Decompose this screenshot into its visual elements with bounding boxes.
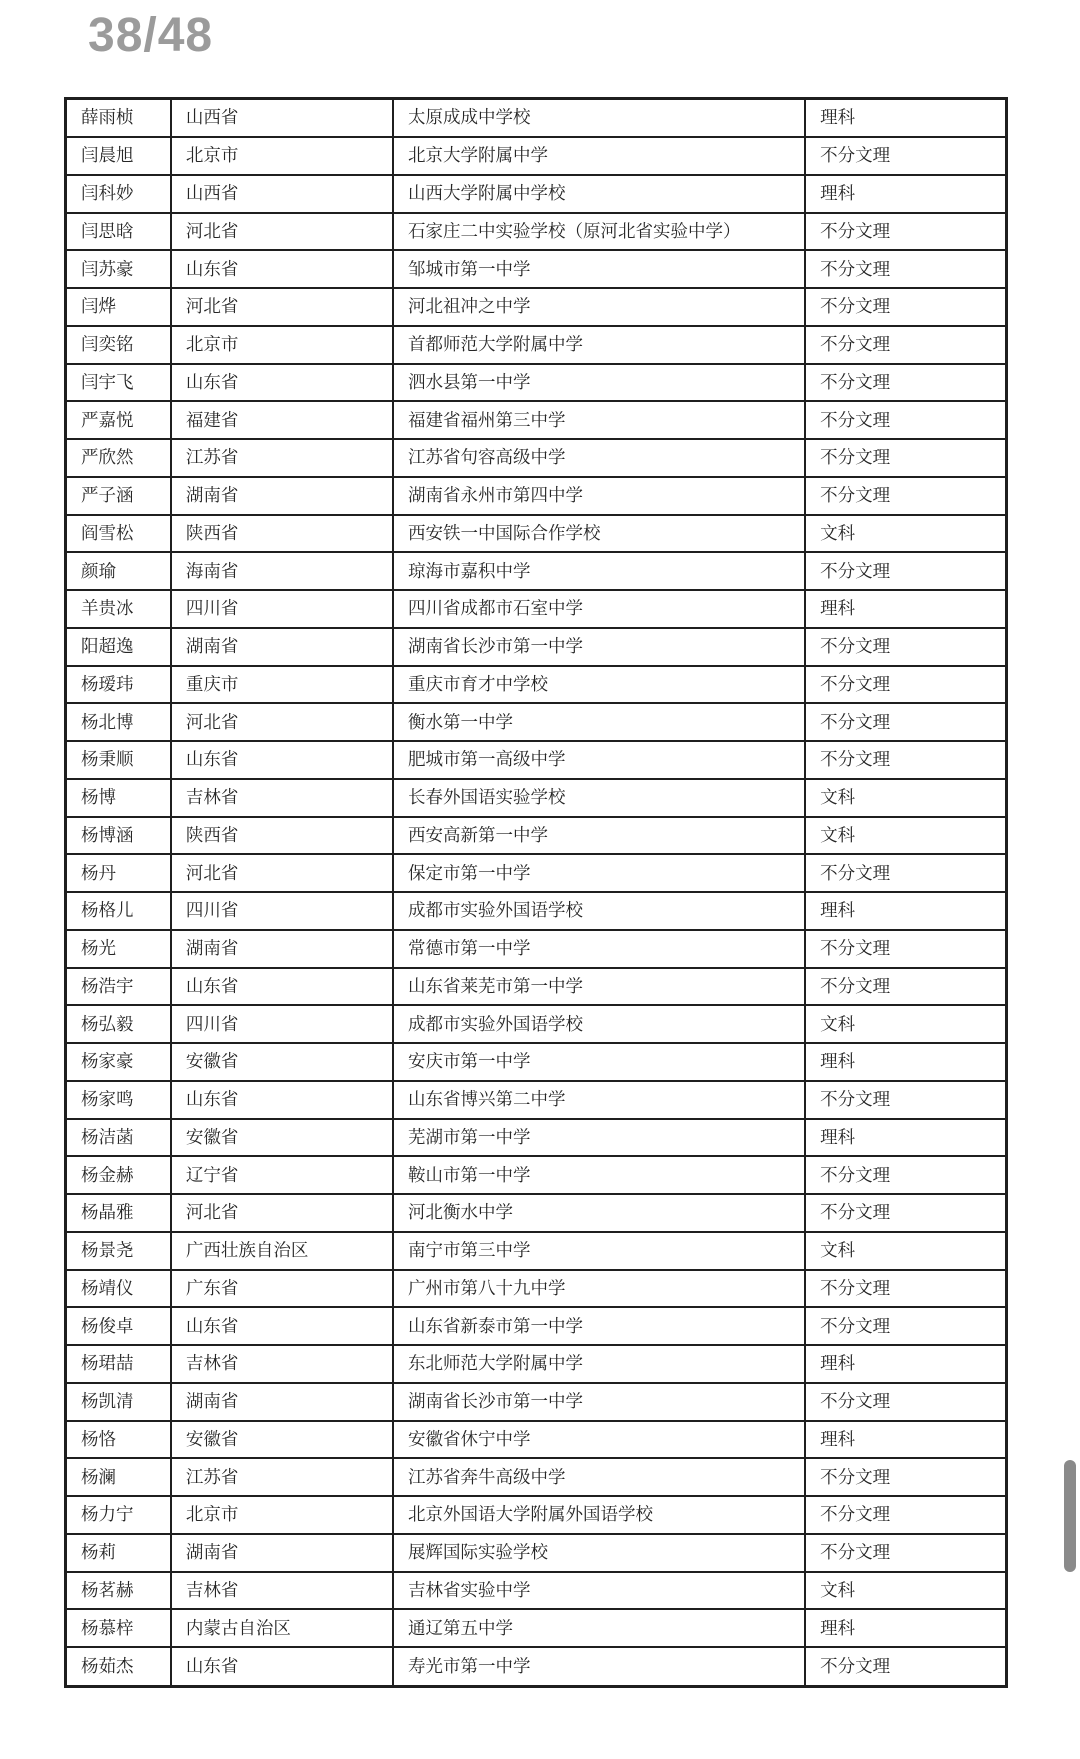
table-row [66,1572,1007,1610]
page-number-indicator: 38/48 [88,9,214,62]
cell-province: 山东省 [171,968,393,1006]
table-row [66,326,1007,364]
cell-school: 寿光市第一中学 [393,1647,805,1686]
cell-school: 安庆市第一中学 [393,1043,805,1081]
cell-school: 通辽第五中学 [393,1609,805,1647]
table-row [66,137,1007,175]
table-row [66,99,1007,138]
cell-school: 吉林省实验中学 [393,1572,805,1610]
cell-province: 海南省 [171,552,393,590]
table-row [66,1458,1007,1496]
cell-school: 安徽省休宁中学 [393,1421,805,1459]
cell-school: 东北师范大学附属中学 [393,1345,805,1383]
table-row [66,439,1007,477]
cell-province: 河北省 [171,703,393,741]
cell-school: 保定市第一中学 [393,854,805,892]
cell-school: 山东省新泰市第一中学 [393,1307,805,1345]
cell-name: 杨晶雅 [66,1194,171,1232]
cell-name: 杨家豪 [66,1043,171,1081]
cell-school: 常德市第一中学 [393,930,805,968]
cell-category: 理科 [805,1345,1006,1383]
table-row [66,1194,1007,1232]
cell-category: 文科 [805,1005,1006,1043]
cell-province: 吉林省 [171,779,393,817]
table-row [66,968,1007,1006]
cell-category: 不分文理 [805,288,1006,326]
cell-school: 成都市实验外国语学校 [393,1005,805,1043]
table-row [66,1043,1007,1081]
cell-category: 不分文理 [805,968,1006,1006]
table-body [66,99,1007,1687]
cell-category: 不分文理 [805,666,1006,704]
cell-province: 山东省 [171,1307,393,1345]
cell-province: 山东省 [171,364,393,402]
cell-school: 南宁市第三中学 [393,1232,805,1270]
cell-province: 山东省 [171,741,393,779]
cell-school: 展辉国际实验学校 [393,1534,805,1572]
cell-name: 杨博 [66,779,171,817]
cell-school: 山西大学附属中学校 [393,175,805,213]
cell-province: 四川省 [171,892,393,930]
cell-name: 闫苏豪 [66,250,171,288]
table-row [66,213,1007,251]
cell-school: 北京大学附属中学 [393,137,805,175]
cell-name: 闫科妙 [66,175,171,213]
cell-category: 理科 [805,175,1006,213]
cell-province: 山东省 [171,250,393,288]
cell-school: 西安高新第一中学 [393,817,805,855]
cell-province: 广东省 [171,1270,393,1308]
cell-province: 山东省 [171,1081,393,1119]
cell-category: 不分文理 [805,326,1006,364]
cell-name: 杨瑷玮 [66,666,171,704]
table-row [66,779,1007,817]
cell-name: 阳超逸 [66,628,171,666]
cell-school: 河北衡水中学 [393,1194,805,1232]
cell-province: 吉林省 [171,1345,393,1383]
cell-province: 北京市 [171,326,393,364]
cell-category: 文科 [805,779,1006,817]
cell-name: 杨格儿 [66,892,171,930]
cell-name: 闫烨 [66,288,171,326]
cell-school: 北京外国语大学附属外国语学校 [393,1496,805,1534]
cell-province: 湖南省 [171,477,393,515]
cell-school: 湖南省长沙市第一中学 [393,628,805,666]
cell-name: 杨凯清 [66,1383,171,1421]
cell-school: 江苏省奔牛高级中学 [393,1458,805,1496]
cell-school: 石家庄二中实验学校（原河北省实验中学） [393,213,805,251]
cell-category: 不分文理 [805,741,1006,779]
cell-category: 不分文理 [805,1194,1006,1232]
student-roster-table [64,97,1008,1688]
cell-province: 重庆市 [171,666,393,704]
cell-province: 四川省 [171,590,393,628]
cell-category: 理科 [805,99,1006,138]
cell-name: 杨澜 [66,1458,171,1496]
cell-name: 薛雨桢 [66,99,171,138]
cell-province: 湖南省 [171,1383,393,1421]
cell-name: 杨北博 [66,703,171,741]
cell-category: 不分文理 [805,1383,1006,1421]
cell-name: 闫思晗 [66,213,171,251]
cell-category: 理科 [805,590,1006,628]
cell-name: 杨茹杰 [66,1647,171,1686]
cell-province: 山西省 [171,175,393,213]
cell-category: 不分文理 [805,401,1006,439]
cell-school: 长春外国语实验学校 [393,779,805,817]
cell-school: 江苏省句容高级中学 [393,439,805,477]
cell-category: 不分文理 [805,552,1006,590]
cell-name: 羊贵冰 [66,590,171,628]
cell-name: 闫奕铭 [66,326,171,364]
table-row [66,1005,1007,1043]
cell-category: 不分文理 [805,1156,1006,1194]
cell-category: 理科 [805,1609,1006,1647]
cell-province: 北京市 [171,137,393,175]
cell-category: 不分文理 [805,1081,1006,1119]
table-row [66,1081,1007,1119]
cell-province: 内蒙古自治区 [171,1609,393,1647]
cell-school: 重庆市育才中学校 [393,666,805,704]
cell-category: 理科 [805,1119,1006,1157]
cell-province: 陕西省 [171,817,393,855]
table-row [66,1383,1007,1421]
table-row [66,703,1007,741]
table-row [66,1270,1007,1308]
cell-name: 杨洁菡 [66,1119,171,1157]
cell-school: 太原成成中学校 [393,99,805,138]
table-row [66,892,1007,930]
cell-province: 吉林省 [171,1572,393,1610]
cell-school: 河北祖冲之中学 [393,288,805,326]
cell-province: 江苏省 [171,439,393,477]
cell-name: 杨光 [66,930,171,968]
cell-province: 湖南省 [171,628,393,666]
cell-school: 西安铁一中国际合作学校 [393,515,805,553]
cell-school: 四川省成都市石室中学 [393,590,805,628]
cell-province: 河北省 [171,854,393,892]
cell-category: 理科 [805,892,1006,930]
cell-province: 湖南省 [171,930,393,968]
cell-name: 严嘉悦 [66,401,171,439]
cell-school: 湖南省永州市第四中学 [393,477,805,515]
table-row [66,364,1007,402]
cell-name: 杨金赫 [66,1156,171,1194]
cell-name: 闫晨旭 [66,137,171,175]
table-row [66,552,1007,590]
table-row [66,628,1007,666]
table-row [66,590,1007,628]
cell-province: 四川省 [171,1005,393,1043]
cell-category: 文科 [805,817,1006,855]
cell-school: 琼海市嘉积中学 [393,552,805,590]
cell-name: 杨博涵 [66,817,171,855]
cell-name: 杨慕梓 [66,1609,171,1647]
cell-school: 湖南省长沙市第一中学 [393,1383,805,1421]
table-row [66,175,1007,213]
table-row [66,666,1007,704]
cell-province: 陕西省 [171,515,393,553]
cell-province: 河北省 [171,1194,393,1232]
cell-name: 杨景尧 [66,1232,171,1270]
cell-category: 不分文理 [805,439,1006,477]
cell-school: 肥城市第一高级中学 [393,741,805,779]
cell-category: 不分文理 [805,628,1006,666]
cell-name: 杨恪 [66,1421,171,1459]
cell-school: 鞍山市第一中学 [393,1156,805,1194]
cell-category: 不分文理 [805,364,1006,402]
table-row [66,1496,1007,1534]
cell-category: 理科 [805,1043,1006,1081]
cell-name: 杨力宁 [66,1496,171,1534]
cell-category: 不分文理 [805,137,1006,175]
vertical-scrollbar-thumb[interactable] [1064,1460,1076,1572]
cell-category: 不分文理 [805,703,1006,741]
cell-school: 山东省莱芜市第一中学 [393,968,805,1006]
cell-province: 河北省 [171,288,393,326]
cell-name: 杨秉顺 [66,741,171,779]
cell-category: 不分文理 [805,1307,1006,1345]
cell-school: 邹城市第一中学 [393,250,805,288]
cell-province: 广西壮族自治区 [171,1232,393,1270]
table-row [66,930,1007,968]
cell-school: 福建省福州第三中学 [393,401,805,439]
cell-province: 北京市 [171,1496,393,1534]
cell-category: 文科 [805,1232,1006,1270]
cell-category: 不分文理 [805,930,1006,968]
cell-name: 杨浩宇 [66,968,171,1006]
cell-category: 文科 [805,515,1006,553]
cell-province: 山西省 [171,99,393,138]
cell-name: 杨弘毅 [66,1005,171,1043]
table-row [66,817,1007,855]
cell-province: 辽宁省 [171,1156,393,1194]
cell-category: 不分文理 [805,854,1006,892]
cell-name: 颜瑜 [66,552,171,590]
cell-name: 杨靖仪 [66,1270,171,1308]
cell-name: 杨俊卓 [66,1307,171,1345]
cell-category: 不分文理 [805,477,1006,515]
table-row [66,1609,1007,1647]
cell-category: 不分文理 [805,1458,1006,1496]
table-row [66,1307,1007,1345]
table-row [66,854,1007,892]
table-row [66,1119,1007,1157]
table-row [66,1345,1007,1383]
cell-school: 芜湖市第一中学 [393,1119,805,1157]
table-row [66,1647,1007,1686]
table-row [66,288,1007,326]
cell-name: 杨丹 [66,854,171,892]
cell-name: 阎雪松 [66,515,171,553]
cell-category: 不分文理 [805,1534,1006,1572]
cell-name: 杨家鸣 [66,1081,171,1119]
table-row [66,1534,1007,1572]
table-row [66,1421,1007,1459]
cell-name: 杨珺喆 [66,1345,171,1383]
cell-school: 泗水县第一中学 [393,364,805,402]
cell-province: 江苏省 [171,1458,393,1496]
cell-name: 杨茗赫 [66,1572,171,1610]
cell-category: 不分文理 [805,250,1006,288]
table-row [66,1156,1007,1194]
cell-province: 安徽省 [171,1119,393,1157]
table-row [66,515,1007,553]
table-row [66,401,1007,439]
cell-category: 不分文理 [805,213,1006,251]
cell-province: 河北省 [171,213,393,251]
cell-category: 不分文理 [805,1270,1006,1308]
cell-name: 严欣然 [66,439,171,477]
cell-province: 山东省 [171,1647,393,1686]
cell-category: 不分文理 [805,1496,1006,1534]
cell-school: 山东省博兴第二中学 [393,1081,805,1119]
cell-name: 闫宇飞 [66,364,171,402]
cell-category: 文科 [805,1572,1006,1610]
table-row [66,741,1007,779]
cell-province: 福建省 [171,401,393,439]
cell-province: 安徽省 [171,1043,393,1081]
cell-name: 严子涵 [66,477,171,515]
cell-name: 杨莉 [66,1534,171,1572]
cell-school: 衡水第一中学 [393,703,805,741]
cell-province: 安徽省 [171,1421,393,1459]
cell-school: 成都市实验外国语学校 [393,892,805,930]
cell-school: 首都师范大学附属中学 [393,326,805,364]
cell-category: 理科 [805,1421,1006,1459]
table-row [66,477,1007,515]
table-row [66,1232,1007,1270]
cell-category: 不分文理 [805,1647,1006,1686]
cell-school: 广州市第八十九中学 [393,1270,805,1308]
table-row [66,250,1007,288]
cell-province: 湖南省 [171,1534,393,1572]
